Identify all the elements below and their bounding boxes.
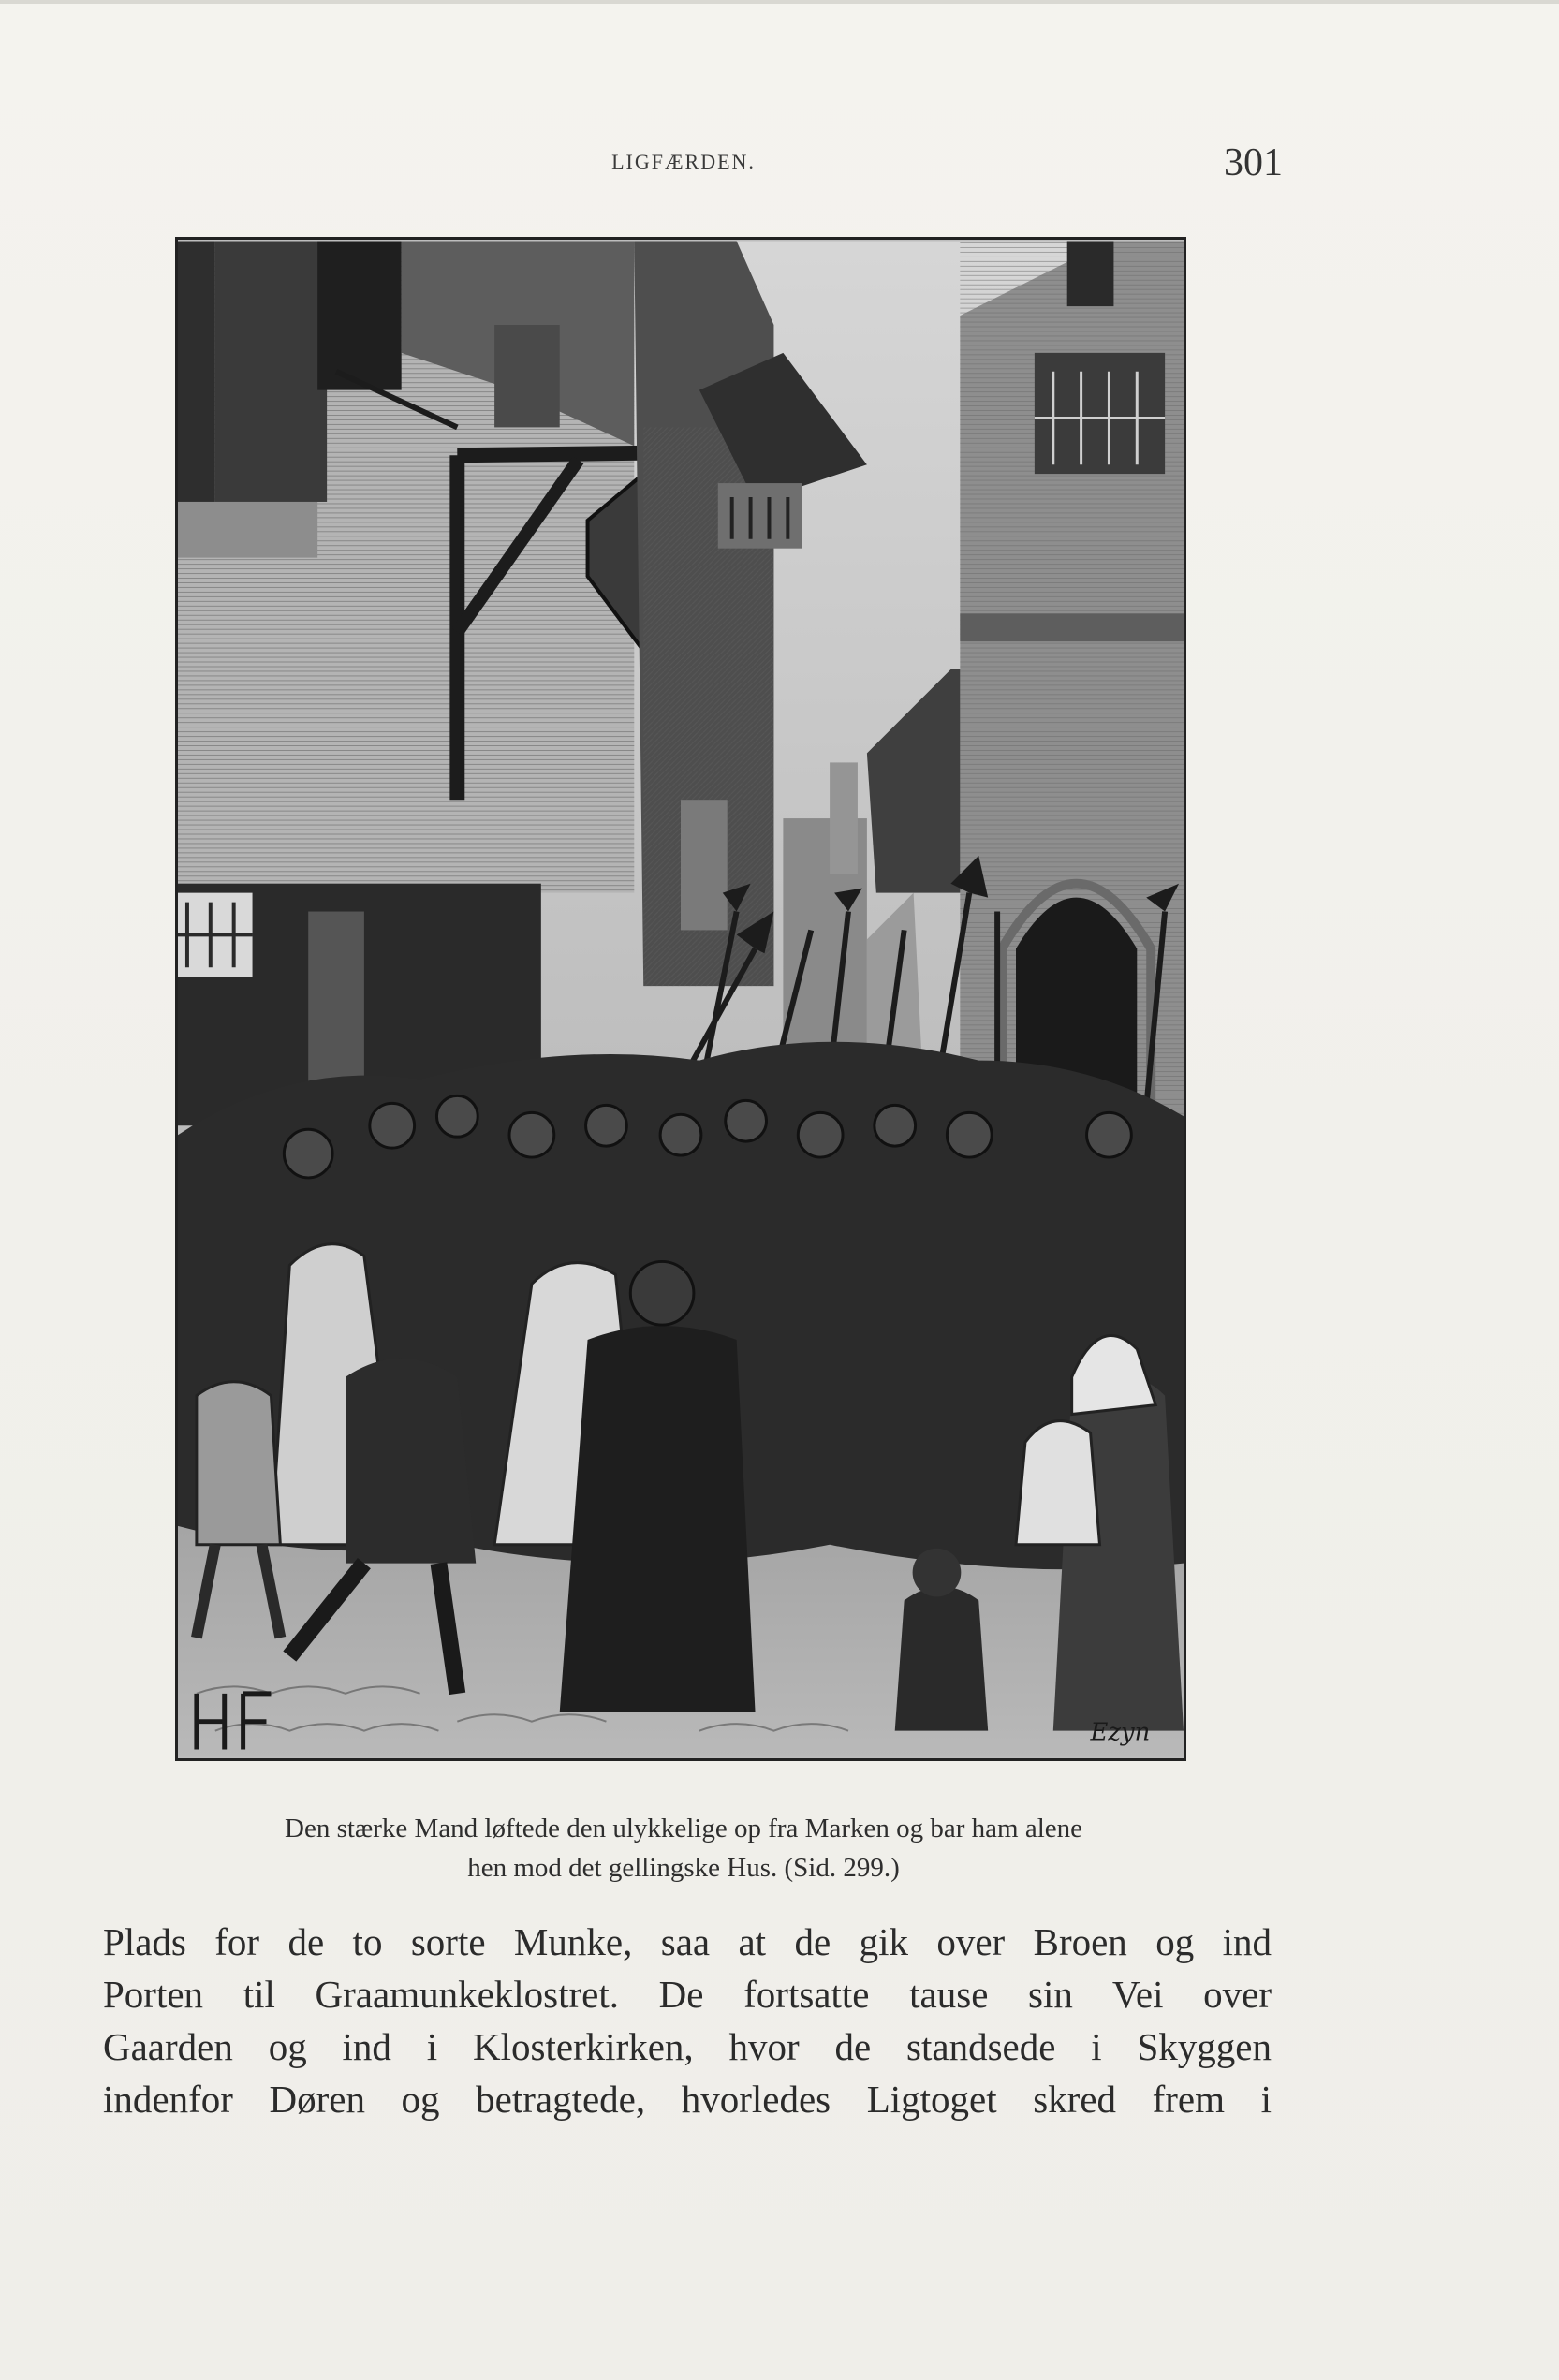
engraving-illustration: [175, 237, 1186, 1761]
street-procession-engraving: [178, 240, 1184, 1758]
illustration-signature: Ezyn: [1090, 1718, 1151, 1747]
page-number: 301: [1224, 141, 1283, 184]
page-top-edge: [0, 0, 1559, 4]
body-paragraph: [103, 1916, 1272, 2125]
illustration-caption: [103, 1809, 1264, 1888]
running-head: LIGFÆRDEN.: [611, 150, 756, 173]
caption-line-2: hen mod det gellingske Hus. (Sid. 299.): [467, 1853, 900, 1883]
body-line: Porten til Graamunkeklostret. De fortsatte tause sin Vei over: [103, 1973, 1272, 2016]
caption-line-1: Den stærke Mand løftede den ulykkelige op fra Marken og bar ham alene: [285, 1814, 1082, 1844]
body-line: Gaarden og ind i Klosterkirken, hvor de standsede i Skyggen: [103, 2025, 1272, 2068]
body-line: Plads for de to sorte Munke, saa at de gik over Broen og ind: [103, 1920, 1272, 1963]
body-line: indenfor Døren og betragtede, hvorledes Ligtoget skred frem i: [103, 2078, 1272, 2121]
